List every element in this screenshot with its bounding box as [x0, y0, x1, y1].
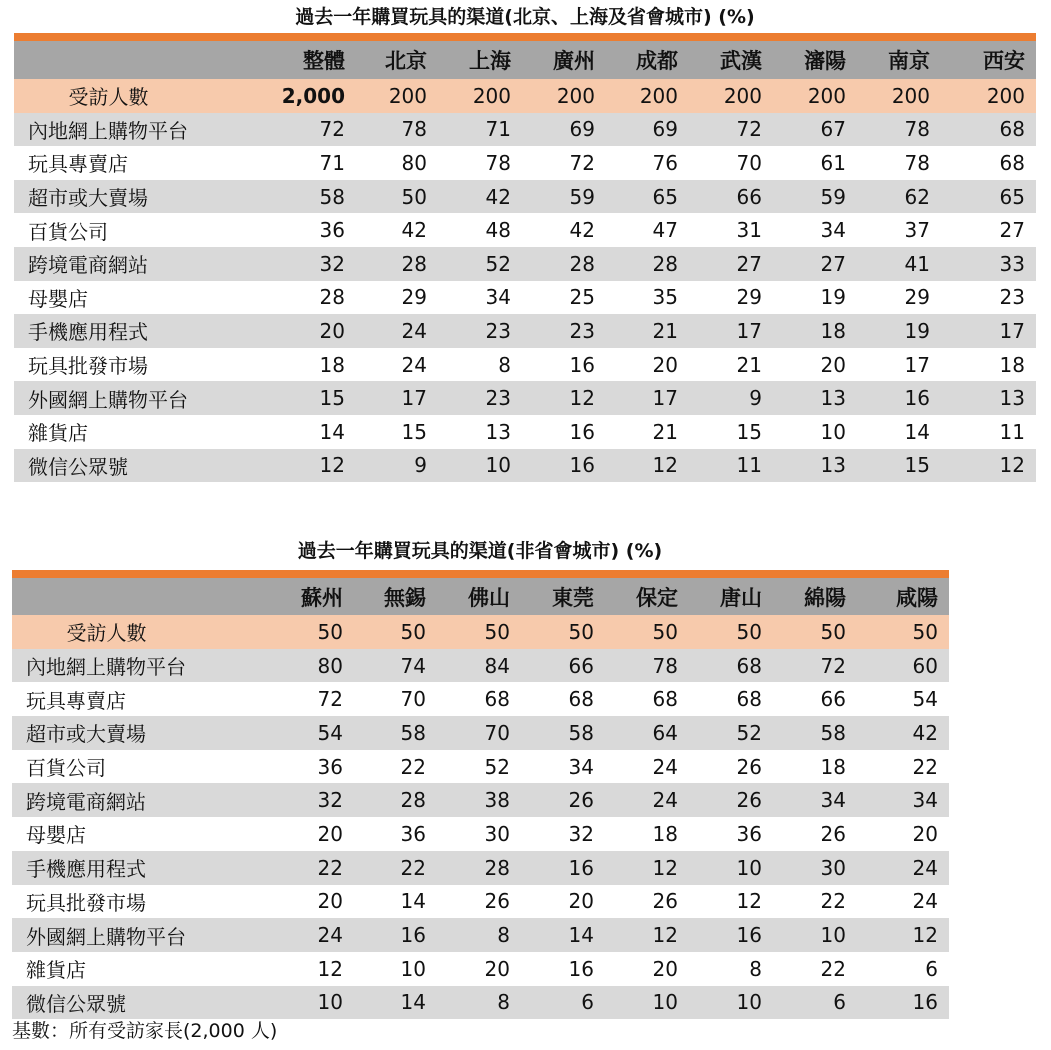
- table-cell: 36: [736, 821, 762, 846]
- table-cell: 28: [484, 855, 510, 880]
- table-cell: 15: [736, 419, 762, 444]
- table-cell: 21: [652, 419, 678, 444]
- table-cell: 20: [652, 956, 678, 981]
- table-cell: 17: [401, 386, 427, 411]
- table-row: [14, 213, 1036, 247]
- column-header: 佛山: [468, 585, 510, 610]
- table2-title: 過去一年購買玩具的渠道(非省會城市) (%): [297, 540, 663, 562]
- table-cell: 10: [317, 990, 343, 1015]
- row-label: 微信公眾號: [26, 991, 126, 1016]
- table-cell: 15: [401, 419, 427, 444]
- column-header: 保定: [636, 585, 678, 610]
- table-cell: 58: [400, 720, 426, 745]
- table-cell: 38: [484, 788, 510, 813]
- table-cell: 68: [999, 150, 1025, 175]
- table-cell: 68: [736, 687, 762, 712]
- table-cell: 22: [820, 889, 846, 914]
- column-header: 無錫: [384, 585, 426, 610]
- table-cell: 18: [999, 352, 1025, 377]
- table-cell: 59: [569, 184, 595, 209]
- row-label: 玩具專賣店: [28, 152, 128, 177]
- table-cell: 72: [569, 150, 595, 175]
- table-cell: 22: [400, 754, 426, 779]
- table-cell: 60: [912, 653, 938, 678]
- table-row: [14, 381, 1036, 415]
- table-cell: 13: [820, 386, 846, 411]
- row-label: 手機應用程式: [26, 857, 146, 882]
- table-cell: 20: [652, 352, 678, 377]
- row-label: 雜貨店: [26, 958, 86, 983]
- table-cell: 6: [581, 990, 594, 1015]
- table-cell: 54: [317, 720, 343, 745]
- table-cell: 13: [820, 453, 846, 478]
- table-row: [12, 649, 949, 683]
- table-cell: 48: [485, 218, 511, 243]
- table-cell: 32: [568, 821, 594, 846]
- table-cell: 42: [485, 184, 511, 209]
- table-cell: 18: [652, 821, 678, 846]
- table-cell: 47: [652, 218, 678, 243]
- table-cell: 16: [912, 990, 938, 1015]
- table-cell: 18: [820, 318, 846, 343]
- table-cell: 42: [912, 720, 938, 745]
- table-row: [14, 146, 1036, 180]
- table-cell: 16: [736, 923, 762, 948]
- table-row: [12, 851, 949, 885]
- table-cell: 10: [736, 990, 762, 1015]
- table-cell: 69: [652, 117, 678, 142]
- table-cell: 58: [820, 720, 846, 745]
- column-header: 廣州: [553, 49, 595, 73]
- table-row: [12, 716, 949, 750]
- table-cell: 19: [820, 285, 846, 310]
- respondents-cell: 50: [820, 619, 846, 644]
- table-cell: 20: [317, 821, 343, 846]
- table-cell: 22: [400, 855, 426, 880]
- table-cell: 19: [904, 318, 930, 343]
- table-cell: 12: [912, 923, 938, 948]
- table-cell: 8: [749, 956, 762, 981]
- table-cell: 6: [833, 990, 846, 1015]
- column-header: 綿陽: [804, 585, 846, 610]
- table-cell: 18: [820, 754, 846, 779]
- table-cell: 17: [652, 386, 678, 411]
- table-cell: 70: [400, 687, 426, 712]
- table-cell: 12: [569, 386, 595, 411]
- respondents-cell: 50: [568, 619, 594, 644]
- table-row: [14, 180, 1036, 214]
- table-cell: 16: [569, 453, 595, 478]
- table-cell: 10: [736, 855, 762, 880]
- table-cell: 18: [319, 352, 345, 377]
- table-cell: 61: [820, 150, 846, 175]
- table-cell: 24: [652, 754, 678, 779]
- table-cell: 23: [485, 318, 511, 343]
- table-cell: 24: [912, 855, 938, 880]
- table-cell: 32: [319, 251, 345, 276]
- table-cell: 68: [652, 687, 678, 712]
- table-cell: 80: [317, 653, 343, 678]
- column-header: 南京: [888, 49, 930, 73]
- row-label: 外國網上購物平台: [28, 387, 188, 412]
- table-cell: 14: [904, 419, 930, 444]
- row-label: 跨境電商網站: [26, 789, 146, 814]
- table-cell: 31: [736, 218, 762, 243]
- table-cell: 72: [317, 687, 343, 712]
- header-corner: [12, 578, 212, 615]
- table-cell: 10: [485, 453, 511, 478]
- footnote: 基數：所有受訪家長(2,000 人): [12, 1020, 278, 1042]
- table-cell: 16: [569, 352, 595, 377]
- table-cell: 13: [999, 386, 1025, 411]
- row-label: 玩具批發市場: [26, 890, 146, 915]
- table-cell: 8: [498, 352, 511, 377]
- table-cell: 26: [820, 821, 846, 846]
- table-cell: 23: [485, 386, 511, 411]
- table-cell: 65: [652, 184, 678, 209]
- table-cell: 9: [749, 386, 762, 411]
- table-cell: 71: [319, 150, 345, 175]
- table-cell: 34: [912, 788, 938, 813]
- table-cell: 20: [912, 821, 938, 846]
- row-label: 玩具批發市場: [28, 354, 148, 379]
- respondents-cell: 200: [472, 83, 511, 108]
- table-cell: 29: [736, 285, 762, 310]
- table-cell: 68: [484, 687, 510, 712]
- table-cell: 24: [401, 318, 427, 343]
- table-cell: 26: [652, 889, 678, 914]
- respondents-cell: 50: [400, 619, 426, 644]
- column-header: 蘇州: [301, 585, 343, 610]
- table-cell: 15: [319, 386, 345, 411]
- table-cell: 52: [736, 720, 762, 745]
- column-header: 武漢: [720, 49, 762, 73]
- table-cell: 50: [401, 184, 427, 209]
- table-cell: 12: [652, 923, 678, 948]
- table-cell: 66: [820, 687, 846, 712]
- column-header: 西安: [983, 49, 1025, 73]
- table-cell: 10: [400, 956, 426, 981]
- table-cell: 84: [484, 653, 510, 678]
- table-cell: 30: [820, 855, 846, 880]
- table-cell: 20: [820, 352, 846, 377]
- column-header: 唐山: [720, 585, 762, 610]
- table-cell: 68: [568, 687, 594, 712]
- table-cell: 11: [736, 453, 762, 478]
- respondents-cell: 50: [912, 619, 938, 644]
- table-cell: 24: [317, 923, 343, 948]
- respondents-cell: 200: [807, 83, 846, 108]
- row-label: 內地網上購物平台: [28, 118, 188, 143]
- column-header: 成都: [636, 49, 678, 73]
- table-cell: 26: [736, 788, 762, 813]
- table-cell: 29: [904, 285, 930, 310]
- column-header: 東莞: [552, 585, 594, 610]
- table-cell: 70: [484, 720, 510, 745]
- row-label: 百貨公司: [26, 756, 106, 781]
- table-cell: 10: [820, 419, 846, 444]
- table-cell: 27: [736, 251, 762, 276]
- table-cell: 16: [568, 956, 594, 981]
- table-cell: 12: [319, 453, 345, 478]
- column-header: 咸陽: [896, 585, 938, 610]
- row-label: 跨境電商網站: [28, 253, 148, 278]
- table-cell: 58: [319, 184, 345, 209]
- table-row: [12, 783, 949, 817]
- column-header: 上海: [469, 49, 511, 73]
- table-row: [12, 952, 949, 986]
- table-cell: 22: [317, 855, 343, 880]
- table1-title: 過去一年購買玩具的渠道(北京、上海及省會城市) (%): [295, 6, 755, 28]
- row-label: 玩具專賣店: [26, 688, 126, 713]
- respondents-cell: 200: [388, 83, 427, 108]
- table-cell: 26: [484, 889, 510, 914]
- table-cell: 36: [319, 218, 345, 243]
- table-cell: 12: [652, 453, 678, 478]
- respondents-row: [14, 79, 1036, 113]
- table-cell: 17: [904, 352, 930, 377]
- table-cell: 65: [999, 184, 1025, 209]
- table-cell: 62: [904, 184, 930, 209]
- table-cell: 78: [904, 117, 930, 142]
- table-cell: 13: [485, 419, 511, 444]
- respondents-cell: 200: [723, 83, 762, 108]
- table-cell: 20: [317, 889, 343, 914]
- table-cell: 76: [652, 150, 678, 175]
- table-cell: 21: [736, 352, 762, 377]
- table-cell: 34: [820, 218, 846, 243]
- table-cell: 35: [652, 285, 678, 310]
- table-cell: 69: [569, 117, 595, 142]
- respondents-cell: 200: [986, 83, 1025, 108]
- table-cell: 72: [736, 117, 762, 142]
- table-cell: 17: [999, 318, 1025, 343]
- table-cell: 16: [400, 923, 426, 948]
- row-label: 超市或大賣場: [28, 186, 148, 211]
- table-cell: 22: [912, 754, 938, 779]
- table-cell: 27: [999, 218, 1025, 243]
- table-cell: 9: [414, 453, 427, 478]
- header-corner: [14, 41, 214, 79]
- table-cell: 8: [497, 923, 510, 948]
- table-cell: 78: [904, 150, 930, 175]
- table-cell: 52: [484, 754, 510, 779]
- table-cell: 16: [904, 386, 930, 411]
- row-label: 雜貨店: [28, 421, 88, 446]
- table-row: [12, 986, 949, 1020]
- table-cell: 71: [485, 117, 511, 142]
- table-cell: 33: [999, 251, 1025, 276]
- table-cell: 28: [400, 788, 426, 813]
- table-cell: 12: [999, 453, 1025, 478]
- row-label: 超市或大賣場: [26, 722, 146, 747]
- table-cell: 34: [820, 788, 846, 813]
- respondents-label: 受訪人數: [68, 85, 149, 110]
- table-cell: 78: [652, 653, 678, 678]
- table-cell: 70: [736, 150, 762, 175]
- table-cell: 66: [736, 184, 762, 209]
- table-cell: 23: [569, 318, 595, 343]
- table-cell: 54: [912, 687, 938, 712]
- table-cell: 14: [568, 923, 594, 948]
- table-row: [14, 449, 1036, 483]
- table-cell: 6: [925, 956, 938, 981]
- table-cell: 25: [569, 285, 595, 310]
- table-cell: 30: [484, 821, 510, 846]
- table-cell: 42: [401, 218, 427, 243]
- table-cell: 22: [820, 956, 846, 981]
- table-cell: 24: [912, 889, 938, 914]
- table-cell: 20: [319, 318, 345, 343]
- table2-accent-bar: [12, 570, 949, 578]
- row-label: 母嬰店: [28, 286, 88, 311]
- table-cell: 78: [401, 117, 427, 142]
- table-cell: 28: [569, 251, 595, 276]
- row-label: 外國網上購物平台: [26, 924, 186, 949]
- table-cell: 20: [568, 889, 594, 914]
- table-row: [12, 918, 949, 952]
- table-cell: 59: [820, 184, 846, 209]
- respondents-label: 受訪人數: [66, 621, 147, 646]
- table-cell: 26: [568, 788, 594, 813]
- respondents-cell: 200: [556, 83, 595, 108]
- table-row: [12, 682, 949, 716]
- row-label: 母嬰店: [26, 823, 86, 848]
- table-cell: 80: [401, 150, 427, 175]
- respondents-cell: 50: [317, 619, 343, 644]
- respondents-cell: 200: [891, 83, 930, 108]
- table-cell: 26: [736, 754, 762, 779]
- table-row: [12, 885, 949, 919]
- table-row: [12, 817, 949, 851]
- table-cell: 12: [736, 889, 762, 914]
- header-row: [12, 578, 949, 615]
- table-cell: 8: [497, 990, 510, 1015]
- table-cell: 52: [485, 251, 511, 276]
- table-cell: 41: [904, 251, 930, 276]
- table-cell: 14: [319, 419, 345, 444]
- respondents-cell: 2,000: [281, 83, 345, 108]
- table-cell: 72: [319, 117, 345, 142]
- table-cell: 24: [401, 352, 427, 377]
- respondents-cell: 50: [652, 619, 678, 644]
- table-cell: 10: [820, 923, 846, 948]
- table-cell: 34: [568, 754, 594, 779]
- table-cell: 10: [652, 990, 678, 1015]
- table-cell: 23: [999, 285, 1025, 310]
- table-cell: 72: [820, 653, 846, 678]
- table-cell: 27: [820, 251, 846, 276]
- table-cell: 37: [904, 218, 930, 243]
- table-cell: 21: [652, 318, 678, 343]
- table-row: [12, 750, 949, 784]
- table-cell: 24: [652, 788, 678, 813]
- table-cell: 16: [568, 855, 594, 880]
- table-cell: 78: [485, 150, 511, 175]
- respondents-row: [12, 615, 949, 649]
- table-cell: 58: [568, 720, 594, 745]
- table-row: [14, 415, 1036, 449]
- column-header: 整體: [303, 49, 345, 73]
- table-cell: 14: [400, 889, 426, 914]
- table-cell: 16: [569, 419, 595, 444]
- table-cell: 74: [400, 653, 426, 678]
- table-cell: 36: [400, 821, 426, 846]
- table-row: [14, 281, 1036, 315]
- table-cell: 67: [820, 117, 846, 142]
- table-cell: 12: [652, 855, 678, 880]
- table-row: [14, 314, 1036, 348]
- column-header: 北京: [385, 49, 427, 73]
- table-row: [14, 348, 1036, 382]
- column-header: 瀋陽: [804, 49, 846, 73]
- table-cell: 28: [401, 251, 427, 276]
- respondents-cell: 50: [484, 619, 510, 644]
- table-cell: 42: [569, 218, 595, 243]
- table-cell: 17: [736, 318, 762, 343]
- table1-provincial-cities: [14, 41, 1036, 482]
- table-cell: 64: [652, 720, 678, 745]
- table-row: [14, 113, 1036, 147]
- table-cell: 36: [317, 754, 343, 779]
- table-cell: 66: [568, 653, 594, 678]
- table-row: [14, 247, 1036, 281]
- table-cell: 20: [484, 956, 510, 981]
- table-cell: 28: [652, 251, 678, 276]
- table2-non-provincial-cities: [12, 578, 949, 1019]
- row-label: 微信公眾號: [28, 454, 128, 479]
- table-cell: 68: [736, 653, 762, 678]
- respondents-cell: 50: [736, 619, 762, 644]
- table-cell: 68: [999, 117, 1025, 142]
- table-cell: 29: [401, 285, 427, 310]
- table-cell: 12: [317, 956, 343, 981]
- table-cell: 32: [317, 788, 343, 813]
- table-cell: 28: [319, 285, 345, 310]
- row-label: 內地網上購物平台: [26, 655, 186, 680]
- table-cell: 14: [400, 990, 426, 1015]
- row-label: 手機應用程式: [28, 320, 148, 345]
- row-label: 百貨公司: [28, 219, 108, 244]
- table1-accent-bar: [14, 33, 1036, 41]
- respondents-cell: 200: [639, 83, 678, 108]
- table-cell: 15: [904, 453, 930, 478]
- table-cell: 11: [999, 419, 1025, 444]
- table-cell: 34: [485, 285, 511, 310]
- header-row: [14, 41, 1036, 79]
